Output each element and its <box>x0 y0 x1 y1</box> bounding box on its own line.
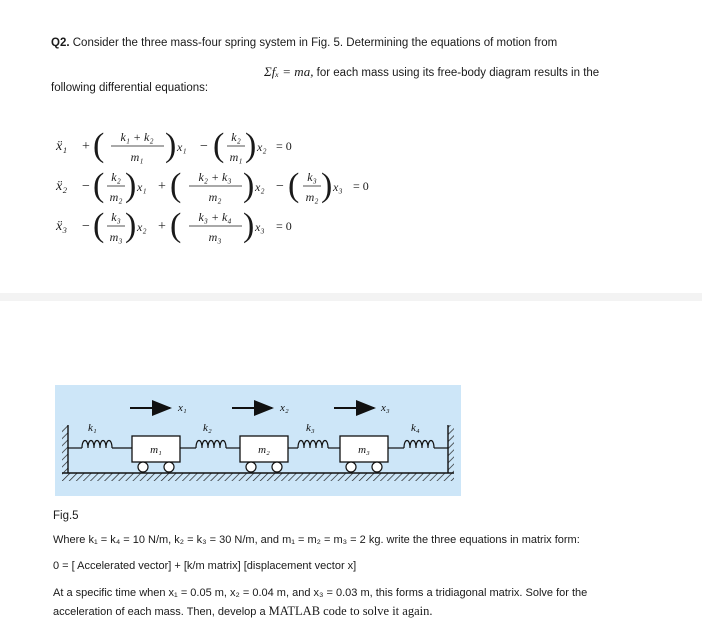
matrix-form-statement: 0 = [ Accelerated vector] + [k/m matrix] [displacement vector x] <box>53 560 357 572</box>
eq1-var2: x₂ <box>257 140 267 154</box>
spring-label-k2: k₂ <box>203 422 212 434</box>
eq2-frac3-num: k₃ <box>307 170 317 184</box>
svg-text:(: ( <box>170 167 182 204</box>
task-line-2 <box>53 604 432 619</box>
svg-text:(: ( <box>93 127 105 164</box>
svg-text:(: ( <box>170 207 182 244</box>
svg-text:(: ( <box>288 167 300 204</box>
eq1-rhs: = 0 <box>276 139 292 153</box>
eq1-frac2-num: k₂ <box>231 130 241 144</box>
eq1-op2: − <box>200 139 208 154</box>
mass-2-wheel-right <box>272 462 282 472</box>
mass-label-1: m₁ <box>150 444 162 456</box>
eq2-accel: ẍ₂ <box>56 179 68 194</box>
eq3-rhs: = 0 <box>276 219 292 233</box>
eq2-op1: − <box>82 179 90 194</box>
svg-text:(: ( <box>93 167 105 204</box>
eq2-op3: − <box>276 179 284 194</box>
task-line-2-b: code to solve it again. <box>323 604 433 618</box>
eq2-frac3-den: m₂ <box>305 190 319 204</box>
eq2-frac1-den: m₂ <box>109 190 123 204</box>
question-line-2 <box>264 64 599 80</box>
svg-text:(: ( <box>213 127 225 164</box>
svg-text:(: ( <box>93 207 105 244</box>
eq2-rhs: = 0 <box>353 179 369 193</box>
eq2-var3: x₃ <box>333 180 343 194</box>
mass-3-wheel-right <box>372 462 382 472</box>
ground-hatch <box>62 473 454 481</box>
eq2-frac1-num: k₂ <box>111 170 121 184</box>
mass-3-wheel-left <box>346 462 356 472</box>
task-line-2-a: acceleration of each mass. Then, develop a <box>53 606 266 618</box>
equation-2 <box>55 167 369 204</box>
svg-text:): ) <box>243 207 255 244</box>
eq3-var2: x₃ <box>255 220 265 234</box>
eq3-frac1-num: k₃ <box>111 210 121 224</box>
eq3-frac2-den: m₃ <box>208 230 222 244</box>
eq1-var1: x₁ <box>177 140 187 154</box>
sum-formula: Σfₓ = ma, <box>264 64 314 79</box>
task-line-1: At a specific time when x₁ = 0.05 m, x₂ = 0.04 m, and x₃ = 0.03 m, this forms a tridiagonal matrix. Solve for the <box>53 587 588 599</box>
spring-label-k1: k₁ <box>88 422 97 434</box>
mass-label-2: m₂ <box>258 444 270 456</box>
eq2-var1: x₁ <box>137 180 147 194</box>
eq3-op2: + <box>158 219 166 234</box>
mass-spring-figure <box>0 380 702 505</box>
question-number: Q2. <box>51 37 70 49</box>
svg-text:): ) <box>243 167 255 204</box>
svg-text:): ) <box>125 207 137 244</box>
question-text-1: Consider the three mass-four spring system in Fig. 5. Determining the equations of motion from <box>72 37 558 49</box>
mass-1-wheel-left <box>138 462 148 472</box>
eq1-accel: ẍ₁ <box>56 139 68 154</box>
eq2-op2: + <box>158 179 166 194</box>
figure-caption: Fig.5 <box>53 510 79 522</box>
eq1-frac2-den: m₁ <box>229 150 243 164</box>
eq3-frac2-num: k₃ + k₄ <box>198 210 232 224</box>
svg-text:): ) <box>321 167 333 204</box>
disp-label-2: x₂ <box>280 402 289 414</box>
eq1-op1: + <box>82 139 90 154</box>
eq1-frac1-num: k₁ + k₂ <box>120 130 154 144</box>
eq3-var1: x₂ <box>137 220 147 234</box>
mass-label-3: m₃ <box>358 444 370 456</box>
eq3-accel: ẍ₃ <box>56 219 68 234</box>
mass-1-wheel-right <box>164 462 174 472</box>
matlab-word: MATLAB <box>268 604 321 618</box>
disp-label-1: x₁ <box>178 402 187 414</box>
question-line-1 <box>51 37 557 49</box>
svg-text:): ) <box>165 127 177 164</box>
section-divider <box>0 293 702 301</box>
eq3-frac1-den: m₃ <box>109 230 123 244</box>
eq2-frac2-num: k₂ + k₃ <box>198 170 232 184</box>
equation-1 <box>55 127 292 164</box>
eq2-frac2-den: m₂ <box>208 190 222 204</box>
svg-text:): ) <box>245 127 257 164</box>
mass-2-wheel-left <box>246 462 256 472</box>
left-wall <box>62 425 68 473</box>
svg-text:): ) <box>125 167 137 204</box>
eq3-op1: − <box>82 219 90 234</box>
right-wall <box>448 425 454 473</box>
equations-block <box>0 110 460 260</box>
eq1-frac1-den: m₁ <box>130 150 144 164</box>
spring-label-k4: k₄ <box>411 422 420 434</box>
question-text-2: for each mass using its free-body diagram results in the <box>316 67 600 79</box>
spring-label-k3: k₃ <box>306 422 315 434</box>
eq2-var2: x₂ <box>255 180 265 194</box>
given-values: Where k₁ = k₄ = 10 N/m, k₂ = k₃ = 30 N/m, and m₁ = m₂ = m₃ = 2 kg. write the three equations in matrix form: <box>53 534 580 546</box>
disp-label-3: x₃ <box>381 402 390 414</box>
equation-3 <box>55 207 292 244</box>
question-line-3: following differential equations: <box>51 82 209 94</box>
